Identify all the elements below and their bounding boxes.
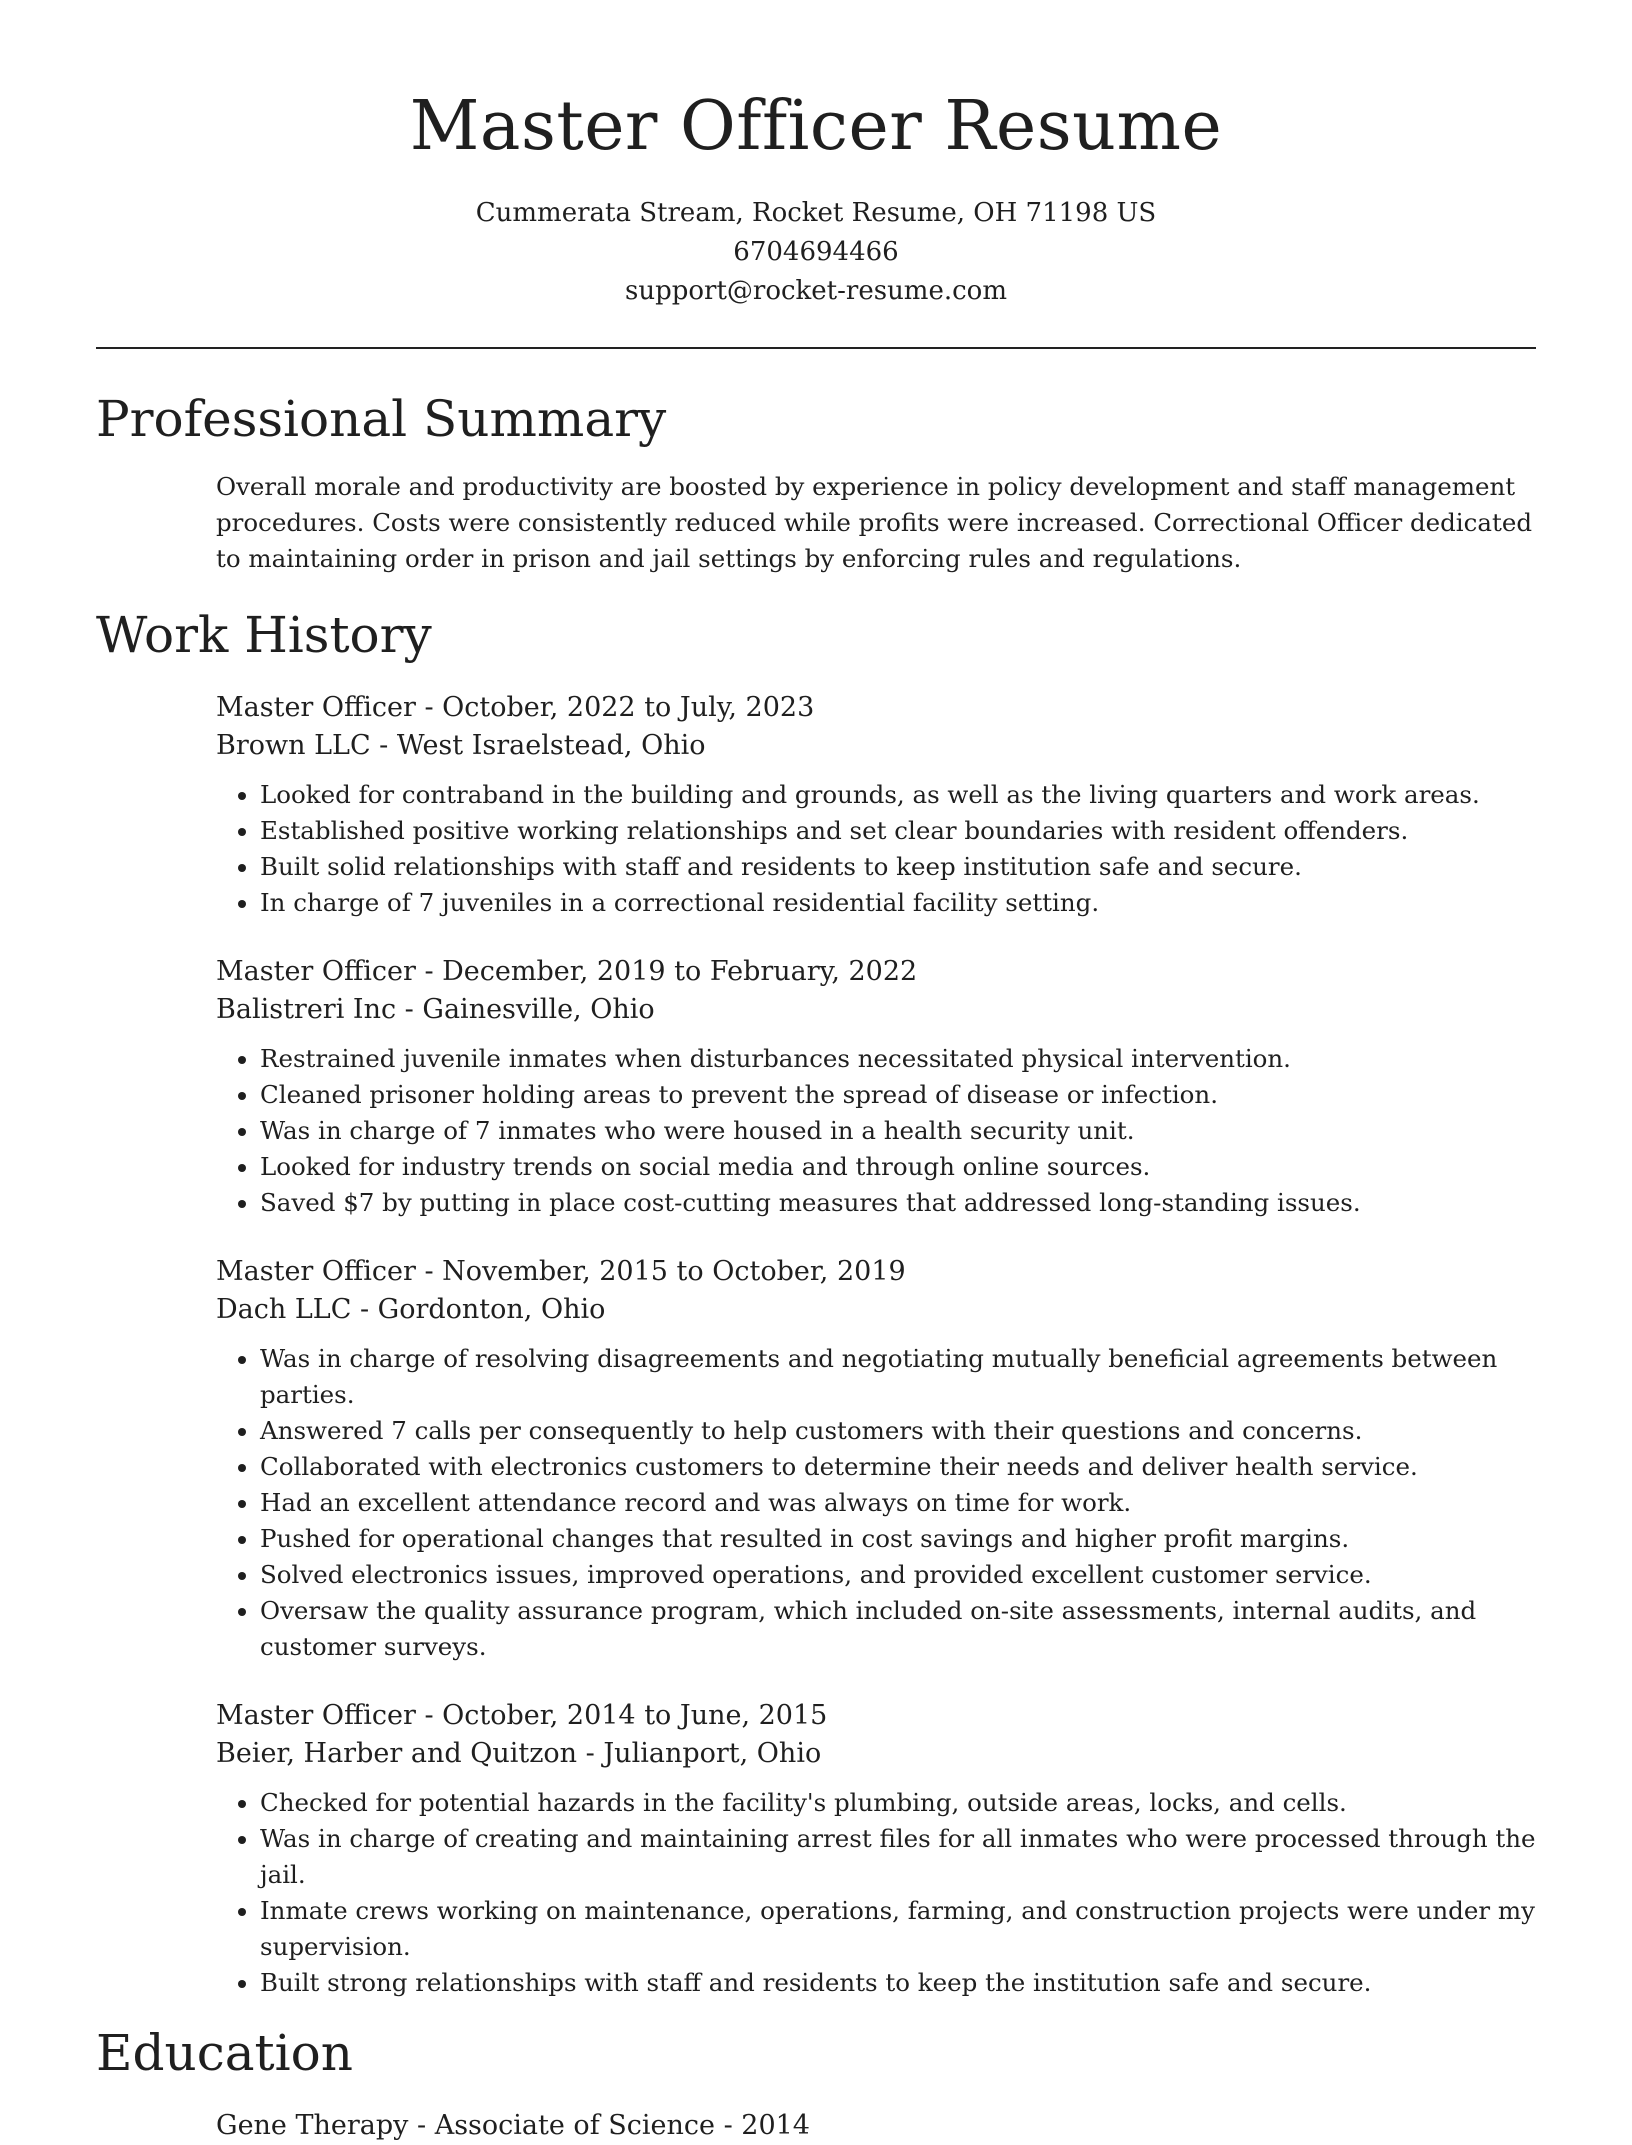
list-item: • Saved $7 by putting in place cost-cutting measures that addressed long-standing issues. [260,1185,1536,1221]
job-heading: Master Officer - October, 2014 to June, 2015 [216,1700,828,1731]
job-entry [216,1697,1536,2001]
job-entry [216,1253,1536,1665]
list-item: • Answered 7 calls per consequently to help customers with their questions and concerns. [260,1413,1536,1449]
summary-text: Overall morale and productivity are boosted by experience in policy development and staff management procedures. Costs were consistently reduced while profits were increased. Correctional Officer dedicated to maintaining order in prison and jail settings by enforcing rules and regulations. [216,472,1533,573]
job-heading: Master Officer - December, 2019 to February, 2022 [216,956,918,987]
resume-title: Master Officer Resume [409,87,1223,166]
list-item: • Inmate crews working on maintenance, operations, farming, and construction projects were under my supervision. [260,1893,1536,1965]
section-title-work-history: Work History [96,606,432,664]
list-item: • Looked for contraband in the building and grounds, as well as the living quarters and work areas. [260,777,1536,813]
job-company: Brown LLC - West Israelstead, Ohio [216,730,706,761]
list-item: • Looked for industry trends on social media and through online sources. [260,1149,1536,1185]
list-item: • Built strong relationships with staff and residents to keep the institution safe and secure. [260,1965,1536,2001]
education-list [96,2107,1536,2145]
contact-info [96,194,1536,311]
section-title-education: Education [96,2024,353,2082]
job-company: Balistreri Inc - Gainesville, Ohio [216,994,655,1025]
list-item: • Pushed for operational changes that resulted in cost savings and higher profit margins. [260,1521,1536,1557]
list-item: • Built solid relationships with staff and residents to keep institution safe and secure. [260,849,1536,885]
job-entry [216,953,1536,1221]
resume-header [96,0,1536,311]
list-item: • Solved electronics issues, improved operations, and provided excellent customer service. [260,1557,1536,1593]
resume-page [96,0,1536,2145]
job-bullets [216,1785,1536,2001]
list-item: • Was in charge of resolving disagreements and negotiating mutually beneficial agreements between parties. [260,1341,1536,1413]
job-entry [216,689,1536,921]
work-history-list [96,689,1536,2001]
job-company: Beier, Harber and Quitzon - Julianport, Ohio [216,1738,822,1769]
job-bullets [216,1041,1536,1221]
address: Cummerata Stream, Rocket Resume, OH 71198 US [475,198,1157,228]
list-item: • Cleaned prisoner holding areas to prevent the spread of disease or infection. [260,1077,1536,1113]
job-heading: Master Officer - November, 2015 to October, 2019 [216,1256,906,1287]
phone: 6704694466 [733,237,899,267]
list-item: • Checked for potential hazards in the facility's plumbing, outside areas, locks, and cells. [260,1785,1536,1821]
list-item: • Restrained juvenile inmates when disturbances necessitated physical intervention. [260,1041,1536,1077]
education-item: Gene Therapy - Associate of Science - 2014 [216,2110,810,2141]
list-item: • Had an excellent attendance record and was always on time for work. [260,1485,1536,1521]
list-item: • Was in charge of creating and maintaining arrest files for all inmates who were processed through the jail. [260,1821,1536,1893]
section-title-summary: Professional Summary [96,390,667,448]
job-bullets [216,1341,1536,1665]
list-item: • In charge of 7 juveniles in a correctional residential facility setting. [260,885,1536,921]
list-item: • Established positive working relationships and set clear boundaries with resident offenders. [260,813,1536,849]
email: support@rocket-resume.com [624,276,1007,306]
list-item: • Oversaw the quality assurance program, which included on-site assessments, internal audits, and customer surveys. [260,1593,1536,1665]
job-company: Dach LLC - Gordonton, Ohio [216,1294,606,1325]
header-divider [96,347,1536,349]
job-bullets [216,777,1536,921]
list-item: • Collaborated with electronics customers to determine their needs and deliver health service. [260,1449,1536,1485]
job-heading: Master Officer - October, 2022 to July, 2023 [216,692,815,723]
list-item: • Was in charge of 7 inmates who were housed in a health security unit. [260,1113,1536,1149]
